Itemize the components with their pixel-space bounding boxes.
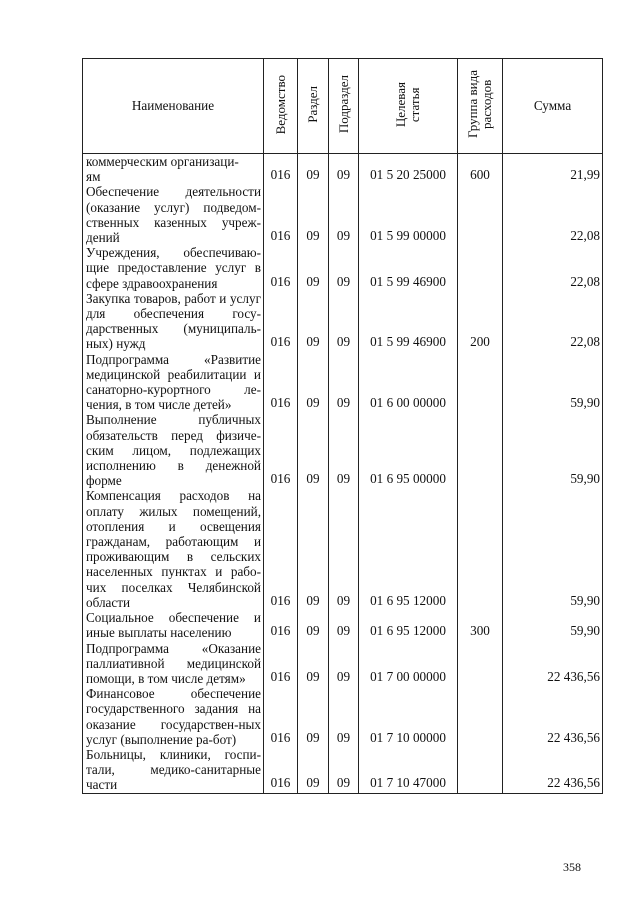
row-expense-group bbox=[458, 352, 503, 413]
row-expense-group bbox=[458, 641, 503, 687]
row-name: Подпрограмма «Оказание паллиативной медицинской помощи, в том числе детям» bbox=[83, 641, 264, 687]
row-section: 09 bbox=[298, 686, 329, 747]
row-amount: 22 436,56 bbox=[503, 747, 603, 793]
row-target-article: 01 5 99 00000 bbox=[359, 184, 458, 245]
row-department: 016 bbox=[264, 184, 298, 245]
row-target-article: 01 5 99 46900 bbox=[359, 245, 458, 291]
header-amount: Сумма bbox=[503, 59, 603, 154]
row-subsection: 09 bbox=[329, 412, 359, 488]
row-section: 09 bbox=[298, 245, 329, 291]
table-header bbox=[83, 59, 603, 154]
row-section: 09 bbox=[298, 184, 329, 245]
row-department: 016 bbox=[264, 610, 298, 640]
row-subsection: 09 bbox=[329, 184, 359, 245]
row-section: 09 bbox=[298, 641, 329, 687]
header-department: Ведомство bbox=[264, 59, 298, 154]
row-amount: 22,08 bbox=[503, 245, 603, 291]
header-target-article: Целевая статья bbox=[359, 59, 458, 154]
row-expense-group bbox=[458, 245, 503, 291]
row-name: Больницы, клиники, госпи-тали, медико-санитарные части bbox=[83, 747, 264, 793]
row-department: 016 bbox=[264, 488, 298, 610]
row-expense-group bbox=[458, 412, 503, 488]
row-name: Компенсация расходов на оплату жилых помещений, отопления и освещения гражданам, работающим и проживающим в сельских населенных пунктах и рабо-чих поселках Челябинской области bbox=[83, 488, 264, 610]
row-subsection: 09 bbox=[329, 686, 359, 747]
row-department: 016 bbox=[264, 352, 298, 413]
row-amount: 59,90 bbox=[503, 352, 603, 413]
table-row bbox=[83, 291, 603, 352]
row-section: 09 bbox=[298, 352, 329, 413]
row-target-article: 01 7 10 47000 bbox=[359, 747, 458, 793]
table-row bbox=[83, 686, 603, 747]
row-department: 016 bbox=[264, 154, 298, 185]
row-department: 016 bbox=[264, 291, 298, 352]
row-subsection: 09 bbox=[329, 747, 359, 793]
header-name: Наименование bbox=[83, 59, 264, 154]
row-amount: 59,90 bbox=[503, 412, 603, 488]
table-row bbox=[83, 488, 603, 610]
row-department: 016 bbox=[264, 245, 298, 291]
table-row bbox=[83, 641, 603, 687]
row-subsection: 09 bbox=[329, 154, 359, 185]
row-target-article: 01 6 00 00000 bbox=[359, 352, 458, 413]
table-row bbox=[83, 245, 603, 291]
row-section: 09 bbox=[298, 610, 329, 640]
row-department: 016 bbox=[264, 747, 298, 793]
row-section: 09 bbox=[298, 291, 329, 352]
row-subsection: 09 bbox=[329, 488, 359, 610]
budget-table bbox=[82, 58, 603, 794]
table-row bbox=[83, 610, 603, 640]
row-name: Выполнение публичных обязательств перед физиче-ским лицом, подлежащих исполнению в денежной форме bbox=[83, 412, 264, 488]
row-name: Финансовое обеспечение государственного задания на оказание государствен-ных услуг (выполнение ра-бот) bbox=[83, 686, 264, 747]
row-amount: 22,08 bbox=[503, 291, 603, 352]
row-target-article: 01 5 20 25000 bbox=[359, 154, 458, 185]
row-expense-group bbox=[458, 488, 503, 610]
table-row bbox=[83, 412, 603, 488]
row-expense-group: 200 bbox=[458, 291, 503, 352]
table-body bbox=[83, 154, 603, 794]
table-row bbox=[83, 154, 603, 185]
row-section: 09 bbox=[298, 154, 329, 185]
row-expense-group bbox=[458, 747, 503, 793]
row-name: коммерческим организаци- ям bbox=[83, 154, 264, 185]
row-subsection: 09 bbox=[329, 610, 359, 640]
row-name: Подпрограмма «Развитие медицинской реабилитации и санаторно-курортного ле-чения, в том числе детей» bbox=[83, 352, 264, 413]
row-department: 016 bbox=[264, 412, 298, 488]
row-target-article: 01 6 95 00000 bbox=[359, 412, 458, 488]
row-amount: 22,08 bbox=[503, 184, 603, 245]
row-subsection: 09 bbox=[329, 641, 359, 687]
header-subsection: Подраздел bbox=[329, 59, 359, 154]
row-expense-group bbox=[458, 686, 503, 747]
row-expense-group bbox=[458, 184, 503, 245]
page-number: 358 bbox=[563, 860, 581, 874]
row-subsection: 09 bbox=[329, 352, 359, 413]
table-row bbox=[83, 747, 603, 793]
row-subsection: 09 bbox=[329, 245, 359, 291]
row-department: 016 bbox=[264, 641, 298, 687]
row-amount: 22 436,56 bbox=[503, 686, 603, 747]
row-target-article: 01 6 95 12000 bbox=[359, 610, 458, 640]
row-subsection: 09 bbox=[329, 291, 359, 352]
header-section: Раздел bbox=[298, 59, 329, 154]
row-expense-group: 300 bbox=[458, 610, 503, 640]
row-section: 09 bbox=[298, 747, 329, 793]
header-expense-group: Группа вида расходов bbox=[458, 59, 503, 154]
row-name: Социальное обеспечение и иные выплаты населению bbox=[83, 610, 264, 640]
row-target-article: 01 6 95 12000 bbox=[359, 488, 458, 610]
row-target-article: 01 7 00 00000 bbox=[359, 641, 458, 687]
row-section: 09 bbox=[298, 488, 329, 610]
row-target-article: 01 5 99 46900 bbox=[359, 291, 458, 352]
row-name: Обеспечение деятельности (оказание услуг) подведом-ственных казенных учреж-дений bbox=[83, 184, 264, 245]
row-section: 09 bbox=[298, 412, 329, 488]
row-amount: 21,99 bbox=[503, 154, 603, 185]
table-row bbox=[83, 184, 603, 245]
row-department: 016 bbox=[264, 686, 298, 747]
table-row bbox=[83, 352, 603, 413]
row-target-article: 01 7 10 00000 bbox=[359, 686, 458, 747]
row-name: Учреждения, обеспечиваю-щие предоставление услуг в сфере здравоохранения bbox=[83, 245, 264, 291]
row-amount: 22 436,56 bbox=[503, 641, 603, 687]
row-expense-group: 600 bbox=[458, 154, 503, 185]
row-amount: 59,90 bbox=[503, 610, 603, 640]
row-name: Закупка товаров, работ и услуг для обеспечения госу-дарственных (муниципаль-ных) нужд bbox=[83, 291, 264, 352]
budget-table-page bbox=[82, 58, 602, 794]
row-amount: 59,90 bbox=[503, 488, 603, 610]
